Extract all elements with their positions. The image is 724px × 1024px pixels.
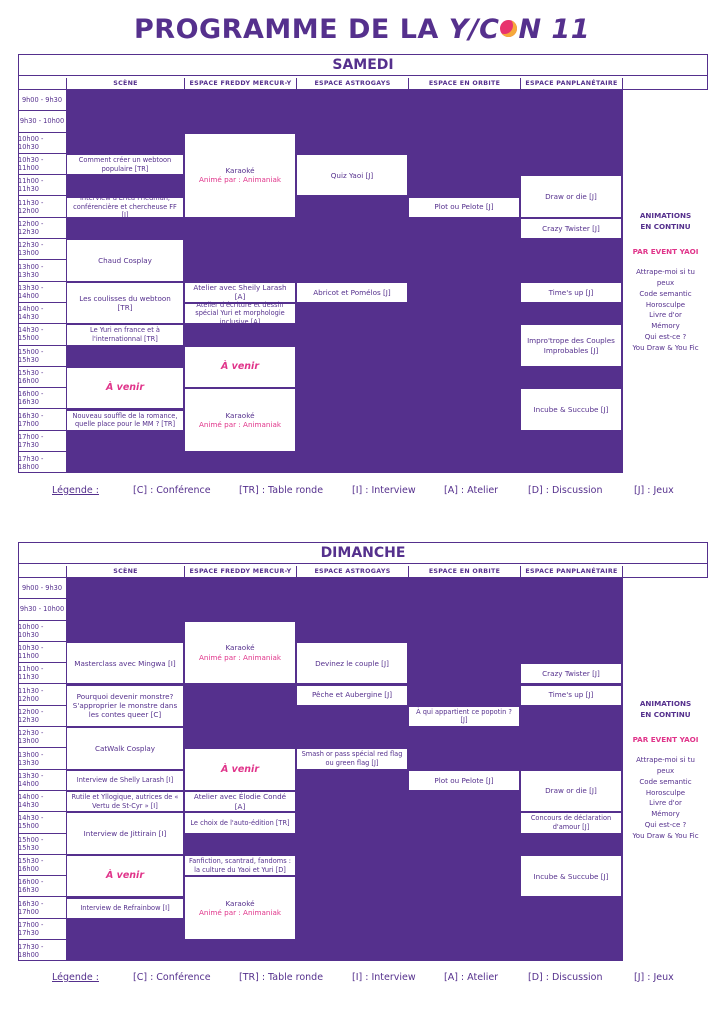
event-cell [184, 855, 296, 876]
event-title: Karaoké [225, 643, 255, 653]
event-cell [520, 218, 622, 239]
time-slot: 17h00 - 17h30 [18, 431, 66, 452]
page-title [0, 14, 724, 45]
time-slot: 17h00 - 17h30 [18, 919, 66, 940]
animations-organizer: PAR EVENT YAOI [632, 734, 699, 744]
time-slot: 12h00 - 12h30 [18, 218, 66, 239]
time-slot: 15h00 - 15h30 [18, 346, 66, 367]
event-title: Comment créer un webtoon populaire [TR] [78, 155, 172, 173]
event-cell [520, 663, 622, 684]
column-header: ESPACE PANPLANÉTAIRE [520, 566, 622, 578]
event-title: Quiz Yaoi [J] [330, 170, 374, 180]
time-slot: 16h30 - 17h00 [18, 898, 66, 919]
animation-item: You Draw & You Fic [632, 343, 699, 352]
event-title: Chaud Cosplay [98, 255, 152, 265]
event-cell [296, 154, 408, 197]
time-slot: 13h30 - 14h00 [18, 770, 66, 791]
time-slot: 12h30 - 13h00 [18, 239, 66, 260]
column-header: ESPACE ASTROGAYS [296, 566, 408, 578]
event-cell [520, 324, 622, 367]
legend-title: Légende : [52, 972, 99, 983]
column-header: SCÈNE [66, 566, 184, 578]
event-title: Karaoké [225, 898, 255, 908]
animation-item: Attrape-moi si tu peux [636, 756, 695, 775]
legend-item: [D] : Discussion [528, 972, 603, 983]
event-title: Abricot et Pomélos [J] [313, 287, 391, 297]
event-tbd [66, 367, 184, 410]
ycon-logo: Y/C N 11 [448, 14, 591, 45]
time-slot: 14h00 - 14h30 [18, 791, 66, 812]
time-slot: 10h30 - 11h00 [18, 642, 66, 663]
event-cell [66, 239, 184, 282]
event-title: Incube & Succube [J] [533, 404, 609, 414]
event-cell [184, 621, 296, 685]
event-tbd [66, 855, 184, 898]
event-cell [184, 791, 296, 812]
event-cell [184, 282, 296, 303]
event-cell [184, 300, 296, 326]
event-title: Draw or die [J] [545, 191, 597, 201]
animations-title: ANIMATIONS EN CONTINU [639, 698, 692, 719]
time-slot: 9h00 - 9h30 [18, 90, 66, 111]
event-cell [66, 642, 184, 685]
day-title: SAMEDI [18, 54, 708, 76]
legend-item: [J] : Jeux [634, 972, 674, 983]
legend-item: [A] : Atelier [444, 485, 499, 496]
event-title: Time's up [J] [548, 690, 594, 700]
event-title: Karaoké [225, 165, 255, 175]
event-cell [520, 855, 622, 898]
column-header: ESPACE PANPLANÉTAIRE [520, 78, 622, 90]
legend-title: Légende : [52, 485, 99, 496]
time-slot: 16h00 - 16h30 [18, 876, 66, 897]
event-cell [184, 876, 296, 940]
event-cell [66, 727, 184, 770]
event-tbd [184, 748, 296, 791]
event-title: Devinez le couple [J] [315, 658, 389, 668]
event-title: Crazy Twister [J] [542, 223, 600, 233]
legend-item: [J] : Jeux [634, 485, 674, 496]
time-slot: 16h00 - 16h30 [18, 388, 66, 409]
time-slot: 9h00 - 9h30 [18, 578, 66, 599]
event-title: CatWalk Cosplay [94, 743, 156, 753]
event-title: Pêche et Aubergine [J] [311, 690, 393, 700]
event-title: À venir [106, 382, 144, 394]
animation-item: You Draw & You Fic [632, 831, 699, 840]
event-host: Animé par : Animaniak [198, 652, 282, 662]
event-cell [296, 748, 408, 769]
event-title: Crazy Twister [J] [542, 669, 600, 679]
event-title: Interview de Shelly Larash [I] [76, 776, 174, 785]
event-host: Animé par : Animaniak [198, 175, 282, 185]
event-title: Pourquoi devenir monstre? S'approprier le monstre dans les contes queer [C] [72, 691, 178, 720]
event-cell [66, 770, 184, 791]
animation-item: Mémory [651, 810, 680, 819]
legend-item: [TR] : Table ronde [239, 485, 324, 496]
day-title: DIMANCHE [18, 542, 708, 564]
time-slot: 14h30 - 15h00 [18, 812, 66, 833]
column-header: ESPACE EN ORBITE [408, 78, 520, 90]
animation-item: Attrape-moi si tu peux [636, 268, 695, 287]
time-slot: 11h30 - 12h00 [18, 685, 66, 706]
column-header: SCÈNE [66, 78, 184, 90]
time-slot: 13h00 - 13h30 [18, 748, 66, 769]
event-title: Le choix de l'auto-édition [TR] [190, 818, 290, 827]
time-slot: 9h30 - 10h00 [18, 599, 66, 620]
event-cell [66, 410, 184, 431]
animation-item: Mémory [651, 322, 680, 331]
animations-title: ANIMATIONS EN CONTINU [639, 210, 692, 231]
event-cell [520, 812, 622, 833]
legend-item: [C] : Conférence [133, 485, 211, 496]
time-slot: 14h30 - 15h00 [18, 324, 66, 345]
time-slot: 11h30 - 12h00 [18, 197, 66, 218]
event-cell [296, 642, 408, 685]
time-slot: 10h00 - 10h30 [18, 133, 66, 154]
event-title: À venir [221, 763, 259, 775]
legend-item: [C] : Conférence [133, 972, 211, 983]
time-slot: 16h30 - 17h00 [18, 410, 66, 431]
event-title: Plot ou Pelote [J] [434, 775, 494, 785]
time-slot: 17h30 - 18h00 [18, 942, 44, 959]
event-cell [520, 685, 622, 706]
event-title: Atelier avec Élodie Condé [A] [193, 792, 287, 811]
event-title: Incube & Succube [J] [533, 871, 609, 881]
animation-item: Code semantic [639, 289, 692, 298]
time-slot: 10h00 - 10h30 [18, 621, 66, 642]
event-title: Concours de déclaration d'amour [J] [530, 814, 612, 831]
event-title: Time's up [J] [548, 287, 594, 297]
time-slot: 12h30 - 13h00 [18, 727, 66, 748]
animation-item: Code semantic [639, 777, 692, 786]
event-cell [66, 898, 184, 919]
time-slot: 11h00 - 11h30 [18, 663, 66, 684]
event-cell [408, 770, 520, 791]
event-host: Animé par : Animaniak [198, 420, 282, 430]
event-title: À venir [221, 360, 259, 372]
title-prefix: PROGRAMME DE LA [133, 14, 449, 45]
event-title: Karaoké [225, 410, 255, 420]
event-cell [408, 197, 520, 218]
time-slot: 15h00 - 15h30 [18, 834, 66, 855]
event-cell [66, 685, 184, 728]
event-cell [66, 812, 184, 855]
animation-item: Livre d'or [649, 311, 682, 320]
event-title: Nouveau souffle de la romance, quelle place pour le MM ? [TR] [72, 411, 178, 429]
column-header: ESPACE EN ORBITE [408, 566, 520, 578]
animations-panel [622, 90, 708, 473]
corner-cell [18, 566, 66, 578]
event-cell [520, 282, 622, 303]
event-cell [184, 133, 296, 218]
event-cell [408, 706, 520, 727]
event-title: Interview de Jittirain [I] [83, 828, 167, 838]
time-slot: 14h00 - 14h30 [18, 303, 66, 324]
time-slot: 11h00 - 11h30 [18, 175, 66, 196]
time-slot: 9h30 - 10h00 [18, 111, 66, 132]
legend-item: [TR] : Table ronde [239, 972, 324, 983]
event-title: Impro'trope des Couples Improbables [J] [527, 336, 615, 355]
event-title: Fanfiction, scantrad, fandoms : la culture du Yaoi et Yuri [D] [189, 856, 291, 874]
event-cell [520, 388, 622, 431]
time-slot: 13h00 - 13h30 [18, 260, 66, 281]
time-slot: 12h00 - 12h30 [18, 706, 66, 727]
legend-item: [D] : Discussion [528, 485, 603, 496]
event-title: Interview de Refrainbow [I] [80, 903, 170, 912]
event-cell [184, 812, 296, 833]
event-cell [66, 154, 184, 175]
event-title: Draw or die [J] [545, 786, 597, 796]
event-title: Interview d'Erica Friedman, conférencière et chercheuse FF [I] [73, 194, 177, 220]
event-cell [296, 685, 408, 706]
legend-item: [A] : Atelier [444, 972, 499, 983]
event-cell [66, 194, 184, 220]
event-cell [296, 282, 408, 303]
event-title: Smash or pass spécial red flag ou green flag [J] [301, 750, 403, 768]
corner-cell [18, 78, 66, 90]
animation-item: Livre d'or [649, 799, 682, 808]
event-cell [66, 791, 184, 812]
time-slot: 10h30 - 11h00 [18, 154, 66, 175]
event-title: Masterclass avec Mingwa [I] [74, 658, 176, 668]
event-tbd [184, 346, 296, 389]
event-host: Animé par : Animaniak [198, 908, 282, 918]
event-cell [520, 175, 622, 218]
column-header: ESPACE FREDDY MERCUR-Y [184, 78, 296, 90]
legend-item: [I] : Interview [352, 972, 416, 983]
animation-item: Qui est-ce ? [644, 821, 687, 830]
animation-item: Horosculpe [645, 300, 686, 309]
animation-item: Horosculpe [645, 788, 686, 797]
animations-panel [622, 578, 708, 961]
column-header: ESPACE ASTROGAYS [296, 78, 408, 90]
time-slot: 17h30 - 18h00 [18, 454, 44, 471]
event-title: Rutile et Yllogique, autrices de « Vertu de St-Cyr » [I] [71, 793, 179, 810]
legend-item: [I] : Interview [352, 485, 416, 496]
column-header-empty [622, 566, 708, 578]
time-slot: 13h30 - 14h00 [18, 282, 66, 303]
event-cell [66, 324, 184, 345]
column-header-empty [622, 78, 708, 90]
event-title: À venir [106, 870, 144, 882]
animations-organizer: PAR EVENT YAOI [632, 246, 699, 256]
event-title: Atelier avec Sheily Larash [A] [193, 282, 287, 302]
event-title: Les coulisses du webtoon [TR] [79, 293, 171, 312]
animation-item: Qui est-ce ? [644, 333, 687, 342]
time-slot: 15h30 - 16h00 [18, 367, 66, 388]
event-cell [520, 770, 622, 813]
event-title: À qui appartient ce popotin ? [J] [416, 707, 512, 725]
event-title: Le Yuri en france et à l'internationnal [TR] [90, 326, 160, 343]
column-header: ESPACE FREDDY MERCUR-Y [184, 566, 296, 578]
event-title: Plot ou Pelote [J] [434, 202, 494, 212]
peach-icon [500, 20, 517, 37]
time-slot: 15h30 - 16h00 [18, 855, 66, 876]
event-cell [66, 282, 184, 325]
event-title: Atelier d'écriture et dessin spécial Yuri et morphologie inclusive [A] [195, 300, 285, 326]
event-cell [184, 388, 296, 452]
